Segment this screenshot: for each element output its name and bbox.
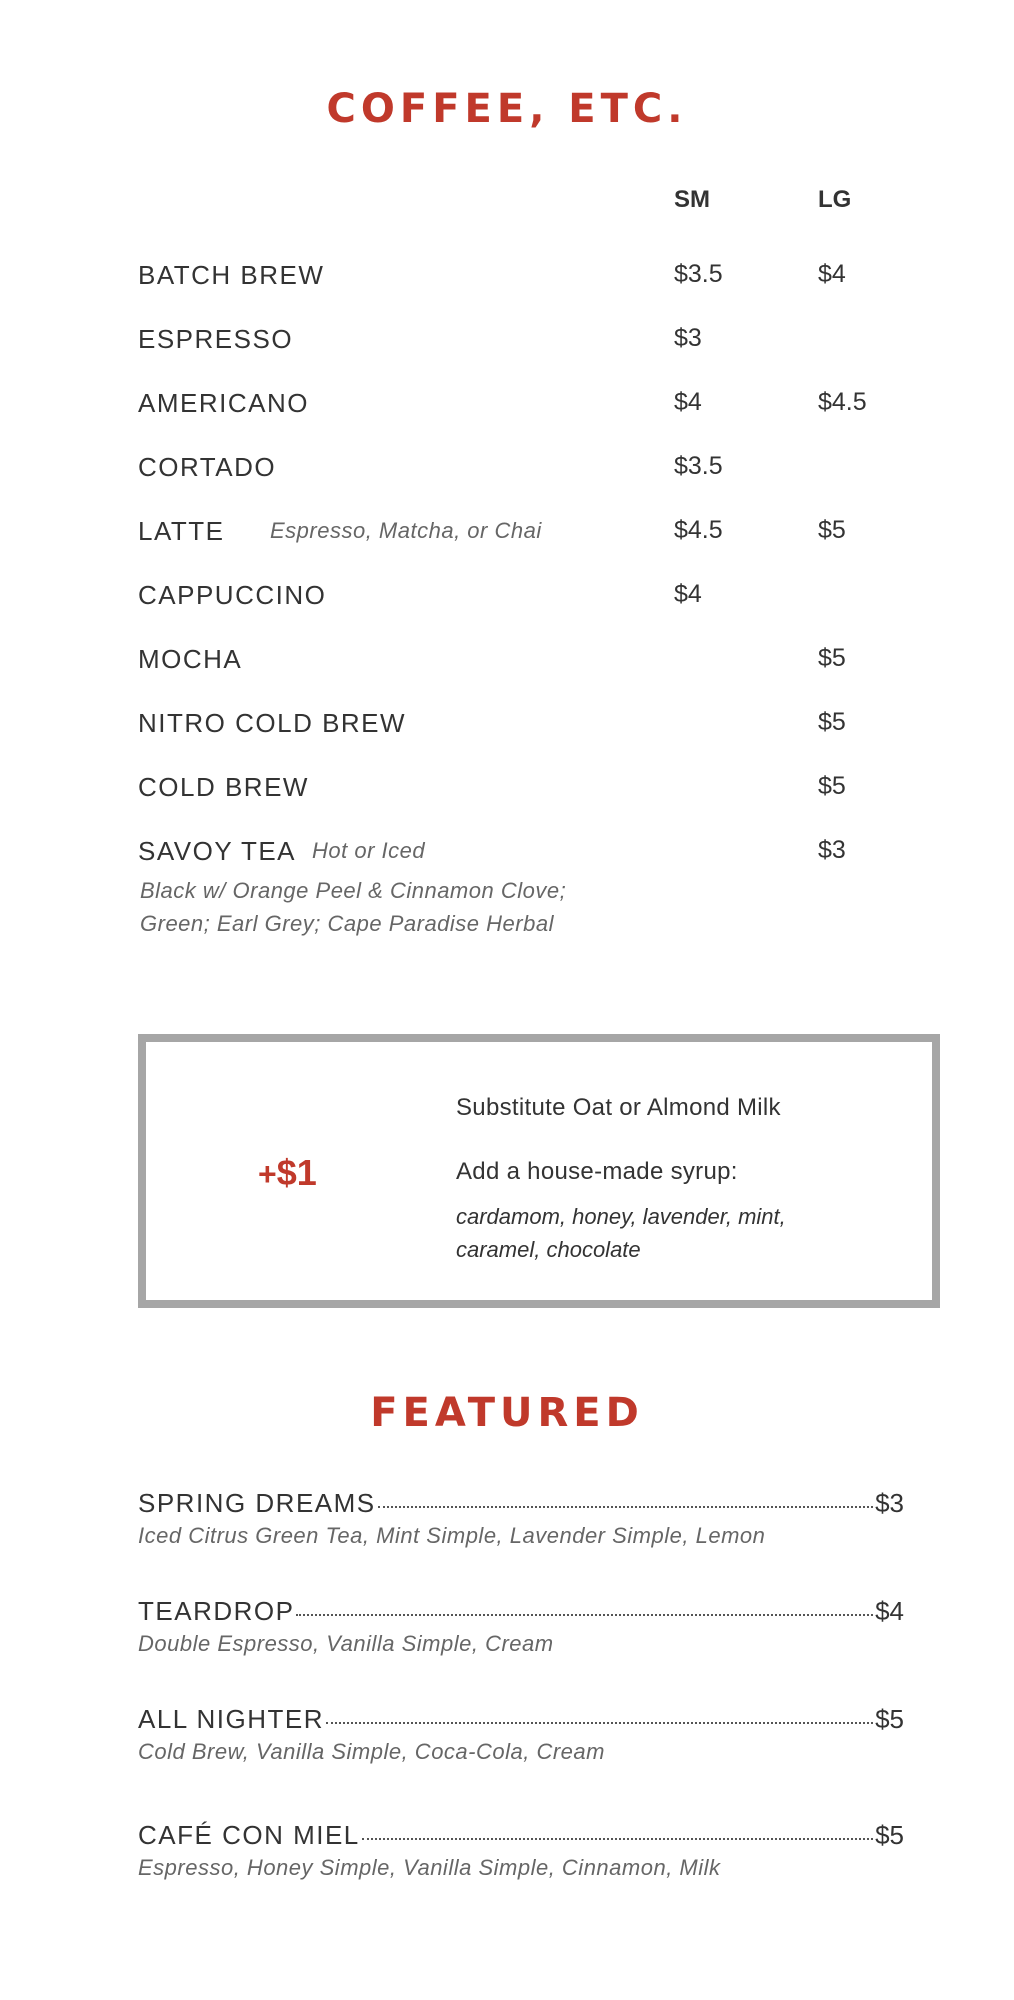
- column-header-large: LG: [818, 186, 852, 213]
- coffee-section-title: COFFEE, ETC.: [326, 86, 688, 132]
- addon-syrup-line: cardamom, honey, lavender, mint,: [456, 1204, 786, 1229]
- featured-item-description: Iced Citrus Green Tea, Mint Simple, Lavender Simple, Lemon: [138, 1523, 766, 1548]
- featured-item-name: TEARDROP: [138, 1596, 295, 1626]
- item-name: ESPRESSO: [138, 324, 294, 354]
- price-small: $3: [674, 324, 702, 352]
- addon-substitute: Substitute Oat or Almond Milk: [456, 1094, 781, 1121]
- item-name: AMERICANO: [138, 388, 309, 418]
- menu-row: [0, 836, 1014, 876]
- price-small: $3.5: [674, 452, 723, 480]
- price-small: $4: [674, 580, 702, 608]
- price-large: $3: [818, 836, 846, 864]
- featured-item-description: Double Espresso, Vanilla Simple, Cream: [138, 1631, 554, 1656]
- item-name: LATTE: [138, 516, 225, 546]
- featured-item: [138, 1488, 904, 1549]
- price-small: $4.5: [674, 516, 723, 544]
- featured-item-line: [138, 1596, 904, 1627]
- featured-section-title: FEATURED: [370, 1390, 644, 1436]
- addon-price: [258, 1152, 317, 1194]
- price-large: $5: [818, 516, 846, 544]
- item-name: CAPPUCCINO: [138, 580, 327, 610]
- menu-row: [0, 580, 1014, 620]
- featured-item-price: $5: [875, 1820, 904, 1850]
- menu-row: [0, 324, 1014, 364]
- featured-item-price: $3: [875, 1488, 904, 1518]
- featured-item-description: Espresso, Honey Simple, Vanilla Simple, Cinnamon, Milk: [138, 1855, 721, 1880]
- addon-syrup-list: [456, 1200, 876, 1266]
- menu-row: [0, 452, 1014, 492]
- menu-row: [0, 644, 1014, 684]
- addon-box: [138, 1034, 940, 1308]
- addon-syrup-line: caramel, chocolate: [456, 1237, 641, 1262]
- featured-item-name: ALL NIGHTER: [138, 1704, 325, 1734]
- column-header-small: SM: [674, 186, 710, 213]
- featured-item: [138, 1820, 904, 1881]
- menu-row: [0, 388, 1014, 428]
- tea-description-line: Green; Earl Grey; Cape Paradise Herbal: [140, 911, 554, 936]
- price-large: $5: [818, 708, 846, 736]
- item-name: MOCHA: [138, 644, 243, 674]
- price-large: $5: [818, 772, 846, 800]
- tea-description: [140, 874, 566, 940]
- addon-syrup-heading: Add a house-made syrup:: [456, 1158, 738, 1185]
- featured-item-line: [138, 1488, 904, 1519]
- item-name: COLD BREW: [138, 772, 309, 802]
- item-note: Espresso, Matcha, or Chai: [270, 518, 542, 543]
- addon-price-prefix: +: [258, 1156, 277, 1192]
- price-large: $4.5: [818, 388, 867, 416]
- item-name: NITRO COLD BREW: [138, 708, 407, 738]
- dot-leader: [378, 1506, 873, 1508]
- featured-item-line: [138, 1820, 904, 1851]
- menu-row: [0, 708, 1014, 748]
- tea-description-line: Black w/ Orange Peel & Cinnamon Clove;: [140, 878, 567, 903]
- addon-price-value: $1: [276, 1152, 317, 1193]
- price-small: $4: [674, 388, 702, 416]
- item-name: BATCH BREW: [138, 260, 325, 290]
- featured-item-line: [138, 1704, 904, 1735]
- menu-row: [0, 260, 1014, 300]
- featured-item-name: SPRING DREAMS: [138, 1488, 376, 1518]
- price-large: $4: [818, 260, 846, 288]
- menu-row: [0, 516, 1014, 556]
- item-name: CORTADO: [138, 452, 277, 482]
- featured-item-description: Cold Brew, Vanilla Simple, Coca-Cola, Cream: [138, 1739, 605, 1764]
- price-small: $3.5: [674, 260, 723, 288]
- menu-row: [0, 772, 1014, 812]
- dot-leader: [362, 1838, 873, 1840]
- item-name: SAVOY TEA: [138, 836, 297, 866]
- featured-item: [138, 1704, 904, 1765]
- featured-item: [138, 1596, 904, 1657]
- featured-item-price: $4: [875, 1596, 904, 1626]
- dot-leader: [296, 1614, 873, 1616]
- featured-item-name: CAFÉ CON MIEL: [138, 1820, 360, 1850]
- item-note: Hot or Iced: [312, 838, 426, 863]
- featured-item-price: $5: [875, 1704, 904, 1734]
- price-large: $5: [818, 644, 846, 672]
- dot-leader: [326, 1722, 873, 1724]
